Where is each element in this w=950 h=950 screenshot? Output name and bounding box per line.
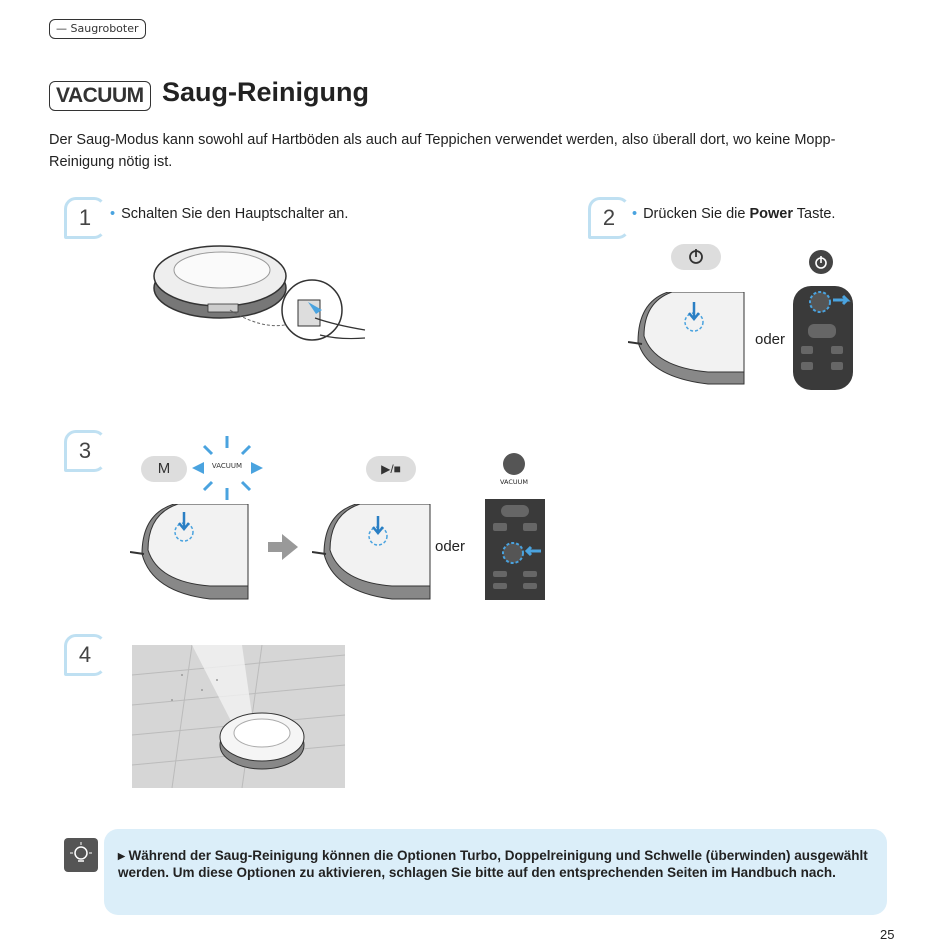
play-stop-button-icon: ▶/■ bbox=[366, 456, 416, 482]
remote-control-step3 bbox=[485, 499, 545, 600]
tip-text-body: Während der Saug-Reinigung können die Optionen Turbo, Doppelreinigung und Schwelle (überwinden) ausgewählt werden. Um diese Optionen zu aktivieren, schlagen Sie bitte auf den entsprechenden Seiten im Handbuch nach. bbox=[118, 848, 868, 880]
step-2-text-before: Drücken Sie die bbox=[643, 206, 750, 222]
step-3-number: 3 bbox=[64, 430, 106, 472]
robot-main-switch-illustration bbox=[150, 240, 380, 355]
m-button-icon: M bbox=[141, 456, 187, 482]
breadcrumb: — Saugroboter bbox=[49, 19, 146, 39]
lightbulb-icon bbox=[64, 838, 98, 872]
vacuum-blink-label: VACUUM bbox=[211, 462, 243, 470]
or-label-step3: oder bbox=[435, 538, 466, 555]
robot-cleaning-floor-illustration bbox=[132, 645, 345, 788]
power-button-icon bbox=[671, 244, 721, 270]
step-4-number: 4 bbox=[64, 634, 106, 676]
remote-vacuum-label: VACUUM bbox=[499, 478, 529, 486]
remote-power-icon bbox=[808, 249, 834, 275]
step-2-number: 2 bbox=[588, 197, 630, 239]
vacuum-badge: VACUUM bbox=[49, 81, 151, 111]
page-title: Saug-Reinigung bbox=[162, 77, 369, 107]
robot-top-illustration-step3a bbox=[130, 504, 250, 604]
step-2-text: • Drücken Sie die Power Taste. bbox=[632, 206, 836, 222]
or-label-step2: oder bbox=[755, 331, 786, 348]
tip-text: ▸ Während der Saug-Reinigung können die Optionen Turbo, Doppelreinigung und Schwelle (überwinden) ausgewählt werden. Um diese Optionen zu aktivieren, schlagen Sie bitte auf den entsprechenden Seiten im Handbuch nach. bbox=[118, 848, 868, 880]
step-1-text: • Schalten Sie den Hauptschalter an. bbox=[110, 206, 349, 222]
robot-top-illustration-step2 bbox=[628, 292, 746, 390]
step-2-text-bold: Power bbox=[749, 206, 793, 222]
robot-top-illustration-step3b bbox=[312, 504, 432, 604]
breadcrumb-text: Saugroboter bbox=[70, 22, 139, 35]
step-1-number: 1 bbox=[64, 197, 106, 239]
page-number: 25 bbox=[880, 927, 895, 942]
remote-control-step2 bbox=[793, 286, 853, 390]
step-2-text-after: Taste. bbox=[792, 206, 836, 222]
arrow-right-icon bbox=[268, 534, 298, 560]
intro-paragraph: Der Saug-Modus kann sowohl auf Hartböden als auch auf Teppichen verwendet werden, also überall dort, wo keine Mopp-Reinigung nötig ist. bbox=[49, 132, 836, 170]
step-1-label: Schalten Sie den Hauptschalter an. bbox=[121, 206, 349, 222]
remote-vacuum-button-icon bbox=[502, 452, 526, 476]
